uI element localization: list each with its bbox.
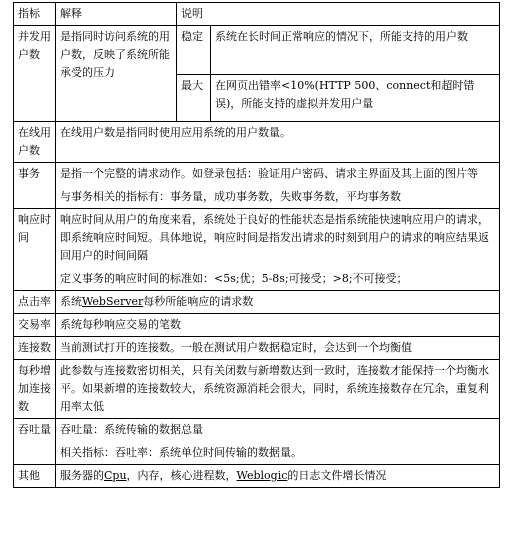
sub-text: 系统在长时间正常响应的情况下，所能支持的用户数: [211, 26, 500, 75]
metric-name: 点击率: [14, 291, 56, 314]
table-row: [14, 337, 500, 360]
table-row: [14, 465, 500, 488]
header-explain: 解释: [56, 3, 177, 26]
metric-name: 连接数: [14, 337, 56, 360]
table-row: [14, 122, 500, 163]
metric-desc: 系统WebServer每秒所能响应的请求数: [56, 291, 500, 314]
metric-desc: 此参数与连接数密切相关，只有关闭数与新增数达到一致时，连接数才能保持一个均衡水平。如果新增的连接数较大，系统资源消耗会很大，同时，系统连接数存在冗余，重复利用率太低: [56, 360, 500, 419]
metric-desc: 吞吐量：系统传输的数据总量 相关指标：吞吐率：系统单位时间传输的数据量。: [56, 419, 500, 465]
sub-label: 稳定: [177, 26, 211, 75]
metrics-table: [13, 2, 500, 488]
metric-desc: 系统每秒响应交易的笔数: [56, 314, 500, 337]
metric-name: 事务: [14, 163, 56, 209]
metric-desc: 响应时间从用户的角度来看，系统处于良好的性能状态是指系统能快速响应用户的请求，即系统响应时间短。具体地说，响应时间是指发出请求的时刻到用户的请求的响应结果返回用户的时间间隔 定义事务的响应时间的标准如：<5s;优；5-8s;可接受；>8;不可接受；: [56, 209, 500, 291]
table-row: [14, 209, 500, 291]
metric-name: 并发用户数: [14, 26, 56, 122]
metric-name: 交易率: [14, 314, 56, 337]
table-row: [14, 163, 500, 209]
header-row: [14, 3, 500, 26]
metric-desc: 是指一个完整的请求动作。如登录包括：验证用户密码、请求主界面及其上面的图片等 与事务相关的指标有：事务量，成功事务数，失败事务数，平均事务数: [56, 163, 500, 209]
metric-explain: 是指同时访问系统的用户数，反映了系统所能承受的压力: [56, 26, 177, 122]
table-row: [14, 314, 500, 337]
sub-label: 最大: [177, 75, 211, 122]
header-metric: 指标: [14, 3, 56, 26]
metric-name: 其他: [14, 465, 56, 488]
metric-name: 响应时间: [14, 209, 56, 291]
metric-desc: 当前测试打开的连接数。一般在测试用户数据稳定时，会达到一个均衡值: [56, 337, 500, 360]
table-row: [14, 360, 500, 419]
metric-name: 吞吐量: [14, 419, 56, 465]
header-desc: 说明: [177, 3, 500, 26]
table-row: [14, 419, 500, 465]
table-row: [14, 26, 500, 75]
metric-desc: 在线用户数是指同时使用应用系统的用户数量。: [56, 122, 500, 163]
table-row: [14, 291, 500, 314]
metric-name: 在线用户数: [14, 122, 56, 163]
sub-text: 在网页出错率<10%(HTTP 500、connect和超时错误)，所能支持的虚拟并发用户量: [211, 75, 500, 122]
metric-desc: 服务器的Cpu，内存，核心进程数，Weblogic的日志文件增长情况: [56, 465, 500, 488]
metric-name: 每秒增加连接数: [14, 360, 56, 419]
